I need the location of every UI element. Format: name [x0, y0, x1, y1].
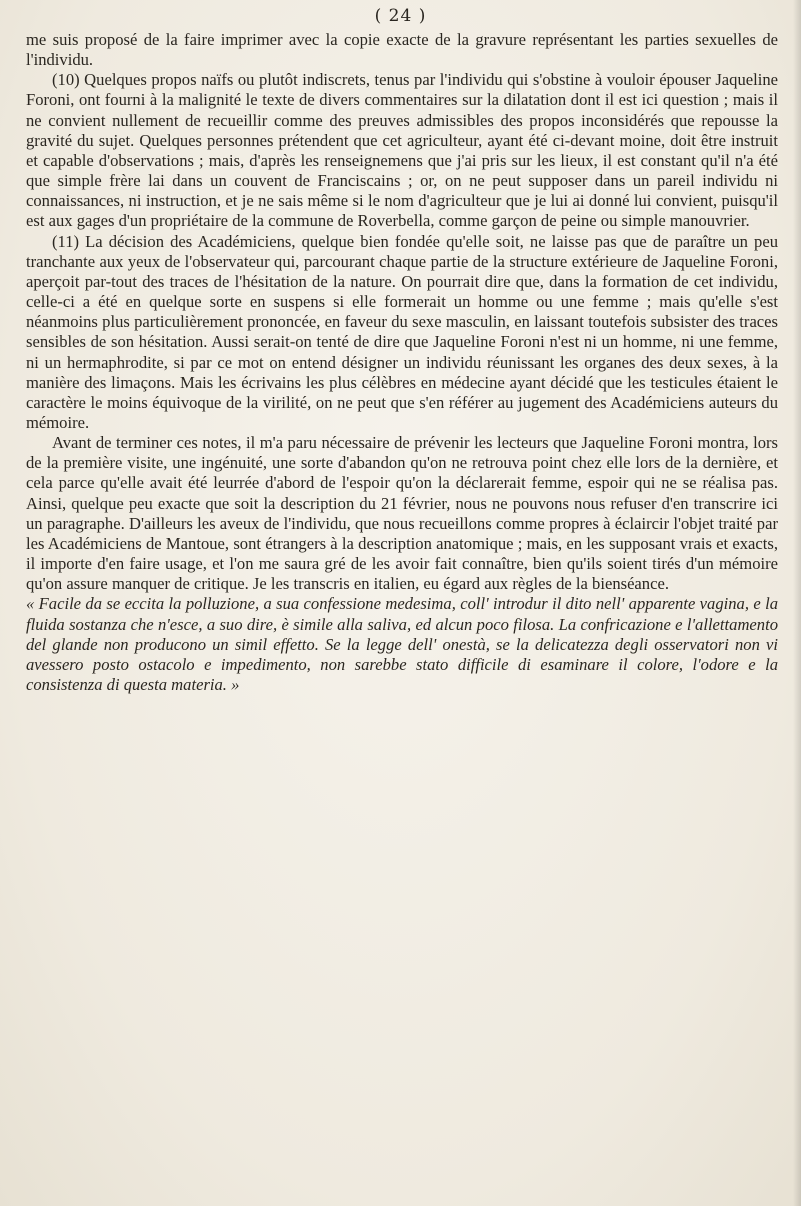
page-number: ( 24 ) — [374, 6, 427, 26]
italian-quotation: « Facile da se eccita la polluzione, a sua confessione medesima, coll' introdur il dito nell' apparente vagina, e la fluida sostanza che n'esce, a suo dire, è simile alla saliva, ed alcun poco filosa. La confricazione e l'allettamento del glande non producono un simil effetto. Se la legge dell' onestà, se la delicatezza degli osservatori non vi avessero posto ostacolo e impedimento, non sarebbe stato difficile di esaminare il colore, l'odore e la consistenza di questa materia. » — [26, 594, 778, 694]
note-10: (10) Quelques propos naïfs ou plutôt indiscrets, tenus par l'individu qui s'obstine à vouloir épouser Jaqueline Foroni, ont fourni à la malignité le texte de divers commentaires sur la dilatation dont il est ici question ; mais il ne convient nullement de recueillir comme des preuves admissibles des propos inconsidérés que repousse la gravité du sujet. Quelques personnes prétendent que cet agriculteur, ayant été ci-devant moine, doit être instruit et capable d'observations ; mais, d'après les renseignemens que j'ai pris sur les lieux, il est constant qu'il n'a été que simple frère lai dans un couvent de Franciscains ; or, on ne peut supposer dans un pareil individu ni connaissances, ni instruction, et je ne sais même si le nom d'agriculteur que je lui ai donné lui convient, puisqu'il est aux gages d'un propriétaire de la commune de Roverbella, comme garçon de peine ou simple manouvrier. — [26, 70, 778, 231]
body-text — [26, 30, 778, 695]
note-11: (11) La décision des Académiciens, quelque bien fondée qu'elle soit, ne laisse pas que de paraître un peu tranchante aux yeux de l'observateur qui, parcourant chaque partie de la structure extérieure de Jaqueline Foroni, aperçoit par-tout des traces de l'hésitation de la nature. On pourrait dire que, dans la formation de cet individu, celle-ci a été en quelque sorte en suspens si elle formerait un homme ou une femme ; mais qu'elle s'est néanmoins plus particulièrement prononcée, en faveur du sexe masculin, en laissant toutefois subsister des traces sensibles de son hésitation. Aussi serait-on tenté de dire que Jaqueline Foroni n'est ni un homme, ni une femme, ni un hermaphrodite, si par ce mot on entend désigner un individu réunissant les organes des deux sexes, à la manière des limaçons. Mais les écrivains les plus célèbres en médecine ayant décidé que les testicules étaient le caractère le moins équivoque de la virilité, on ne peut que s'en référer au jugement des Académiciens auteurs du mémoire. — [26, 231, 778, 432]
closing-remarks: Avant de terminer ces notes, il m'a paru nécessaire de prévenir les lecteurs que Jaqueline Foroni montra, lors de la première visite, une ingénuité, une sorte d'abandon qu'on ne retrouva point chez elle lors de la dernière, et cela parce qu'elle avait été leurrée d'abord de l'espoir qu'on la déclarerait femme, espoir qui ne se réalisa pas. Ainsi, quelque peu exacte que soit la description du 21 février, nous ne pouvons nous refuser d'en transcrire ici un paragraphe. D'ailleurs les aveux de l'individu, que nous recueillons comme propres à éclaircir l'objet traité par les Académiciens de Mantoue, sont étrangers à la description anatomique ; mais, en les supposant vrais et exacts, il importe d'en faire usage, et l'on me saura gré de les avoir fait connaître, bien qu'ils soient tirés d'un mémoire qu'on assure manquer de critique. Je les transcris en italien, eu égard aux règles de la bienséance. — [26, 433, 778, 594]
paragraph-continuation: me suis proposé de la faire imprimer avec la copie exacte de la gravure représentant les parties sexuelles de l'individu. — [26, 30, 778, 70]
page-edge-shadow — [793, 0, 801, 1206]
